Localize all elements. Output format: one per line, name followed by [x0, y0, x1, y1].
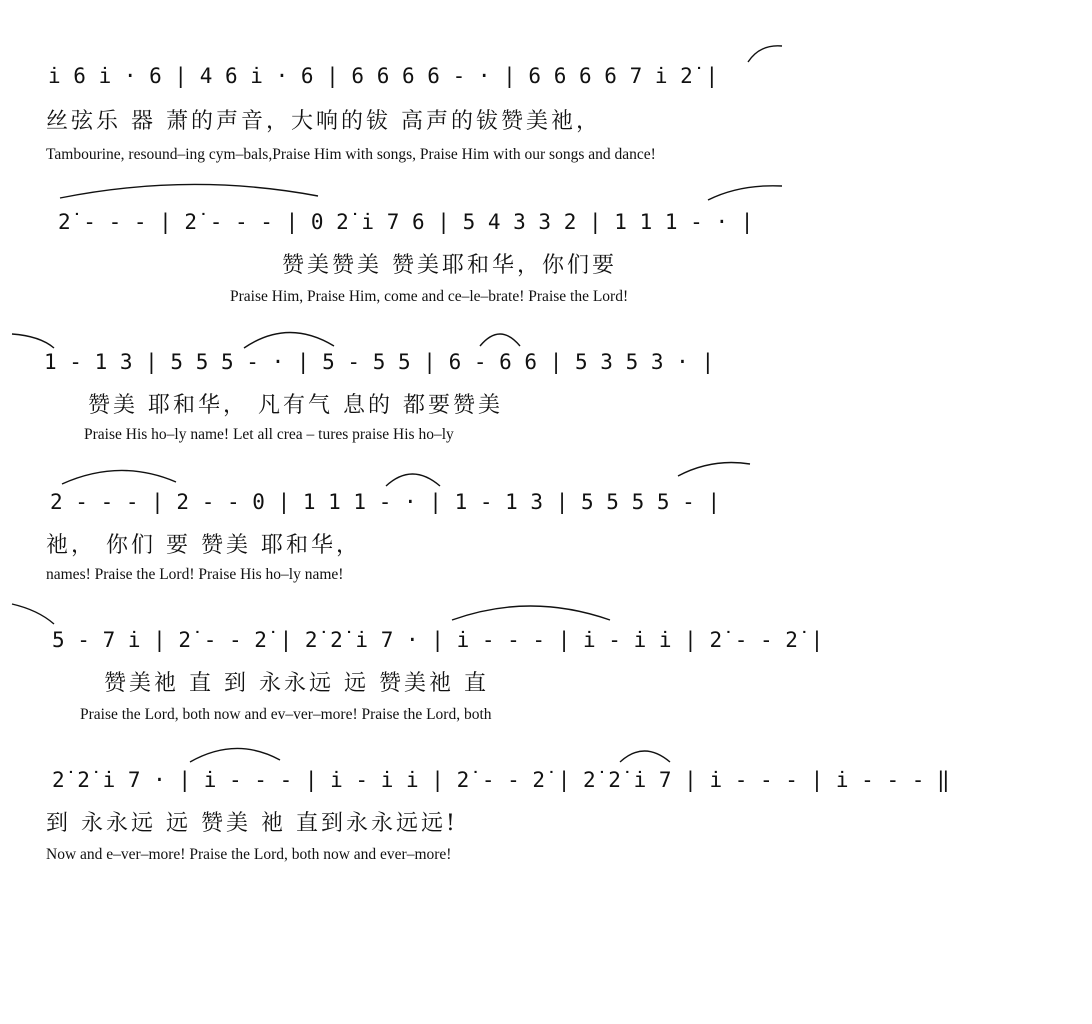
notation-line-2: 2̇ - - - | 2̇ - - - | 0 2̇ i̇ 7 6 | 5 4 3 3 2 | 1 1 1 - · |	[58, 210, 754, 234]
english-lyrics-6: Now and e–ver–more! Praise the Lord, both now and ever–more!	[46, 846, 452, 863]
english-lyrics-3: Praise His ho–ly name! Let all crea – tures praise His ho–ly	[84, 426, 454, 443]
english-lyrics-2: Praise Him, Praise Him, come and ce–le–brate! Praise the Lord!	[230, 288, 629, 305]
slur-1	[748, 46, 782, 62]
slur-4	[12, 334, 54, 348]
chinese-lyrics-5: 赞美祂 直 到 永永远 远 赞美祂 直	[104, 671, 489, 696]
slur-11	[452, 606, 610, 620]
english-lyrics-1: Tambourine, resound–ing cym–bals,Praise Him with songs, Praise Him with our songs and dance!	[46, 146, 656, 163]
english-lyrics-4: names! Praise the Lord! Praise His ho–ly name!	[46, 566, 344, 583]
slur-9	[678, 463, 750, 477]
chinese-lyrics-3: 赞美 耶和华， 凡有气 息的 都要赞美	[88, 393, 503, 418]
chinese-lyrics-4: 祂， 你们 要 赞美 耶和华，	[46, 533, 361, 558]
slur-10	[12, 604, 54, 624]
notation-line-5: 5 - 7 i̇ | 2̇ - - 2̇ | 2̇ 2̇ i̇ 7 · | i̇ - - - | i̇ - i̇ i̇ | 2̇ - - 2̇ |	[52, 628, 824, 652]
english-lyrics-5: Praise the Lord, both now and ev–ver–more! Praise the Lord, both	[80, 706, 492, 723]
slur-8	[386, 474, 440, 486]
slur-3	[708, 186, 782, 200]
chinese-lyrics-2: 赞美赞美 赞美耶和华，你们要	[282, 253, 617, 278]
chinese-lyrics-1: 丝弦乐 器 萧的声音，大响的钹 高声的钹赞美祂，	[46, 109, 601, 134]
slur-13	[620, 751, 670, 762]
slur-7	[62, 470, 176, 484]
notation-line-3: 1 - 1 3 | 5 5 5 - · | 5 - 5 5 | 6 - 6 6 | 5 3 5 3 · |	[44, 350, 715, 374]
chinese-lyrics-6: 到 永永远 远 赞美 祂 直到永永远远!	[46, 811, 458, 836]
slur-12	[190, 748, 280, 762]
notation-line-1: i̇ 6 i̇ · 6 | 4 6 i̇ · 6 | 6 6 6 6 - · | 6 6 6 6 7 i̇ 2̇ |	[48, 64, 719, 88]
notation-line-6: 2̇ 2̇ i̇ 7 · | i̇ - - - | i̇ - i̇ i̇ | 2̇ - - 2̇ | 2̇ 2̇ i̇ 7 | i̇ - - - | i̇ - - - ‖	[52, 768, 950, 792]
notation-line-4: 2 - - - | 2 - - 0 | 1 1 1 - · | 1 - 1 3 | 5 5 5 5 - |	[50, 490, 721, 514]
slur-6	[480, 334, 520, 346]
slur-2	[60, 184, 318, 198]
slur-5	[244, 332, 334, 348]
